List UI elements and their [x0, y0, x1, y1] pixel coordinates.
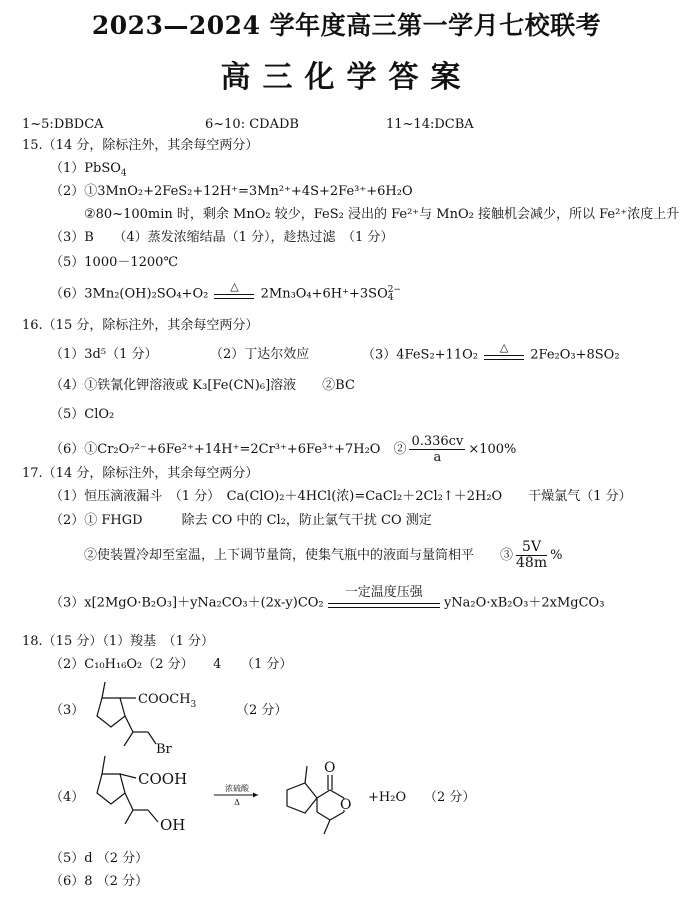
- q16-part3-reactants: （3）4FeS₂+11O₂: [362, 347, 478, 363]
- q15-part1: [50, 161, 127, 182]
- q18-part4-product-structure: [272, 748, 372, 847]
- q17-part3: [50, 585, 605, 612]
- q15-part2-explanation: ②80~100min 时，剩余 MnO₂ 较少，FeS₂ 浸出的 Fe²⁺与 MnO₂ 接触机会减少，所以 Fe²⁺浓度上升: [84, 207, 680, 222]
- q18-part5: （5）d （2 分）: [50, 851, 149, 866]
- heat-symbol: △: [230, 280, 239, 293]
- q15-part1-text: （1）PbSO: [50, 161, 121, 176]
- q16-part6-fraction: [409, 434, 465, 465]
- q18-part4-reactant-structure: [80, 744, 220, 843]
- q16-part6-percent: ×100%: [468, 442, 517, 457]
- q16-part2: （2）丁达尔效应: [210, 347, 310, 362]
- q18-part3-label: （3）: [50, 703, 85, 718]
- q16-part3-products: 2Fe₂O₃+8SO₂: [530, 347, 620, 363]
- reaction-condition: 一定温度压强: [344, 585, 423, 600]
- page-title: 2023—2024 学年度高三第一学月七校联考: [91, 11, 602, 40]
- q18-heading: 18.（15 分）（1）羧基 （1 分）: [22, 634, 215, 649]
- q16-part4: （4）①铁氰化钾溶液或 K₃[Fe(CN)₆]溶液 ②BC: [50, 378, 355, 393]
- q17-part3-condition-arrow: [328, 585, 440, 612]
- q18-part4-score: （2 分）: [424, 790, 476, 805]
- q16-part3: [362, 341, 620, 364]
- q17-part2-fraction: [516, 540, 547, 571]
- q15-part6-products: 2Mn₃O₄+6H⁺+3SO: [260, 286, 388, 302]
- hydroxyl-label: OH: [160, 816, 186, 834]
- q18-part6: （6）8 （2 分）: [50, 874, 149, 889]
- q18-part4-water: +H₂O: [368, 790, 407, 805]
- q16-part6-equation: （6）①Cr₂O₇²⁻+6Fe²⁺+14H⁺=2Cr³⁺+6Fe³⁺+7H₂O ②: [50, 442, 407, 457]
- fraction-denominator: 48m: [516, 555, 548, 571]
- q18-part4-label: （4）: [50, 790, 85, 805]
- fraction-denominator: a: [433, 450, 442, 465]
- q17-part1: （1）恒压滴液漏斗 （1 分） Ca(ClO)₂＋4HCl(浓)=CaCl₂＋2Cl₂↑＋2H₂O 干燥氯气（1 分）: [50, 489, 632, 504]
- q15-part6-reactants: （6）3Mn₂(OH)₂SO₄+O₂: [50, 286, 209, 302]
- q17-part3-reactants: （3）x[2MgO·B₂O₃]＋yNa₂CO₃＋(2x-y)CO₂: [50, 595, 324, 611]
- page-subtitle: 高三化学答案: [220, 60, 473, 95]
- q15-part2-equation: （2）①3MnO₂+2FeS₂+12H⁺=3Mn²⁺+4S+2Fe³⁺+6H₂O: [50, 184, 413, 199]
- ester-group-label: $COOCH_3$: [138, 692, 197, 710]
- q17-part2: （2）① FHGD 除去 CO 中的 Cl₂，防止氯气干扰 CO 测定: [50, 513, 432, 528]
- sulfate-charge: 2−: [387, 285, 402, 295]
- q16-part3-heat-arrow: [482, 341, 526, 363]
- heat-symbol: △: [499, 341, 509, 354]
- ring-oxygen-label: O: [340, 797, 352, 813]
- q18-part2: （2）C₁₀H₁₆O₂（2 分） 4 （1 分）: [50, 657, 293, 672]
- q15-heading: 15.（14 分，除标注外，其余每空两分）: [22, 138, 259, 153]
- q15-part5: （5）1000－1200℃: [50, 255, 178, 270]
- bromine-label: Br: [156, 742, 172, 757]
- mc-answers-11-14: 11~14:DCBA: [386, 117, 474, 132]
- reagent-label: 浓硫酸: [225, 784, 249, 793]
- heat-label: Δ: [234, 798, 240, 807]
- q16-part5: （5）ClO₂: [50, 407, 115, 422]
- q16-heading: 16.（15 分，除标注外，其余每空两分）: [22, 318, 259, 333]
- q17-heading: 17.（14 分，除标注外，其余每空两分）: [22, 466, 259, 481]
- q16-part1: （1）3d⁵（1 分）: [50, 347, 158, 362]
- q18-part4-reaction-arrow: [212, 782, 262, 814]
- mc-answers-1-5: 1~5:DBDCA: [22, 117, 104, 132]
- sulfate-subscript: 4: [387, 293, 394, 303]
- fraction-numerator: 0.336cv: [411, 434, 464, 449]
- carboxyl-label: COOH: [138, 770, 188, 788]
- q15-part6-heat-arrow: [212, 280, 256, 302]
- q18-part3-score: （2 分）: [236, 703, 288, 718]
- q17-part2-steps: [84, 540, 562, 571]
- q16-part6: [50, 434, 516, 465]
- q15-part1-sub: 4: [120, 168, 127, 179]
- fraction-numerator: 5V: [516, 540, 547, 556]
- q15-part3-4: （3）B （4）蒸发浓缩结晶（1 分），趁热过滤 （1 分）: [50, 230, 394, 245]
- q17-part2-text: ②使装置冷却至室温，上下调节量筒，使集气瓶中的液面与量筒相平 ③: [84, 548, 514, 563]
- q15-part6: [50, 280, 402, 303]
- q17-part3-products: yNa₂O·xB₂O₃＋2xMgCO₃: [443, 595, 605, 611]
- q17-part2-percent: %: [550, 548, 563, 563]
- carbonyl-oxygen-label: O: [324, 760, 336, 776]
- mc-answers-6-10: 6~10: CDADB: [205, 117, 299, 132]
